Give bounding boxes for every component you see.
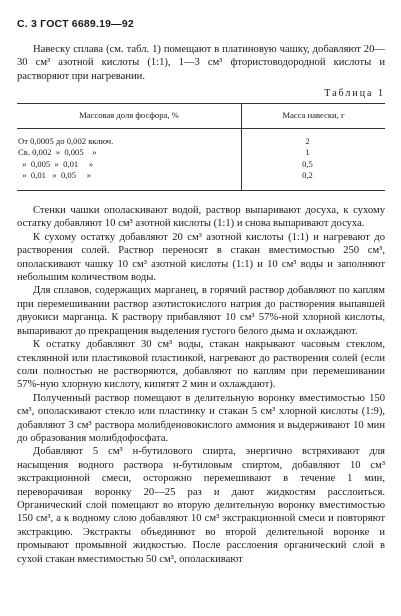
intro-paragraph: Навеску сплава (см. табл. 1) помещают в платиновую чашку, добавляют 20—30 см³ азотной кислоты (1:1), 1—3 см³ фтористоводородной кислоты и растворяют при нагревании. <box>17 44 385 82</box>
paragraph: Полученный раствор помещают в делительную воронку вместимостью 150 см³, ополаскивают стекло или пластинку и стакан 5 см³ хлорной кислоты (1:9), добавляют 3 см³ раствора молибденовокислого аммония и выдерживают 10 мин до образования молибдофосфата. <box>17 392 385 444</box>
mass-cell: 0,2 <box>302 169 313 180</box>
table-bottom-rule <box>17 190 385 191</box>
column-header-mass: Масса навески, г <box>282 110 345 121</box>
range-cell: Св. 0,002 » 0,005 » <box>17 147 241 158</box>
body-text <box>17 204 385 566</box>
sample-mass-table <box>17 104 385 190</box>
paragraph: Для сплавов, содержащих марганец, в горячий раствор добавляют по каплям при перемешивании раствор азотистокислого натрия до растворения выпавшей двуокиси марганца. К раствору прибавляют 10 см³ 57%-ной хлорной кислоты, выпаривают до прекращения выделения густого белого дыма и охлаждают. <box>17 285 385 337</box>
mass-cell: 0,5 <box>302 158 313 169</box>
table-row <box>17 159 385 170</box>
table-row <box>17 170 385 190</box>
mass-cell: 2 <box>305 136 310 147</box>
table-row <box>17 129 385 148</box>
range-cell: » 0,01 » 0,05 » <box>17 170 241 190</box>
range-cell: От 0,0005 до 0,002 включ. <box>17 129 241 148</box>
table-title: Таблица 1 <box>324 88 385 100</box>
paragraph: Стенки чашки ополаскивают водой, раствор выпаривают досуха, к сухому остатку добавляют 10 см³ азотной кислоты (1:1) и снова выпаривают досуха. <box>17 205 385 230</box>
paragraph: Добавляют 5 см³ н-бутилового спирта, энергично встряхивают для насыщения водного раствора н-бутиловым спиртом, добавляют 10 см³ экстракционной смеси, осторожно перемешивают в течение 1 мин, переворачивая воронку 20—25 раз и дают жидкостям расслоиться. Органический слой помещают во вторую делительную воронку вместимостью 150 см³, а к водному слою добавляют 10 см³ экстракционной смеси и повторяют экстракцию. Экстракты объединяют во второй делительной воронке и промывают промывной жидкостью. После расслоения органический слой в сухой стакан вместимостью 50 см³, ополаскивают <box>17 446 385 565</box>
table-row <box>17 147 385 158</box>
mass-cell: 1 <box>305 147 310 158</box>
paragraph: К сухому остатку добавляют 20 см³ азотной кислоты (1:1) и нагревают до растворения солей. Раствор переносят в стакан вместимостью 250 см³, ополаскивают чашку 10 см³ азотной кислоты (1:1) и 10 см³ воды и заполняют небольшим количеством воды. <box>17 231 385 284</box>
column-header-phosphorus: Массовая доля фосфора, % <box>17 104 241 129</box>
paragraph: К остатку добавляют 30 см³ воды, стакан накрывают часовым стеклом, стеклянной или пластиковой пластинкой, нагревают до растворения солей (если соли полностью не растворяются, добавляют по каплям при перемешивании 57%-ную хлорную кислоту, кипятят 2 мин и охлаждают). <box>17 339 385 391</box>
range-cell: » 0,005 » 0,01 » <box>17 159 241 170</box>
page-header: С. 3 ГОСТ 6689.19—92 <box>17 18 134 30</box>
table-header-row <box>17 104 385 129</box>
